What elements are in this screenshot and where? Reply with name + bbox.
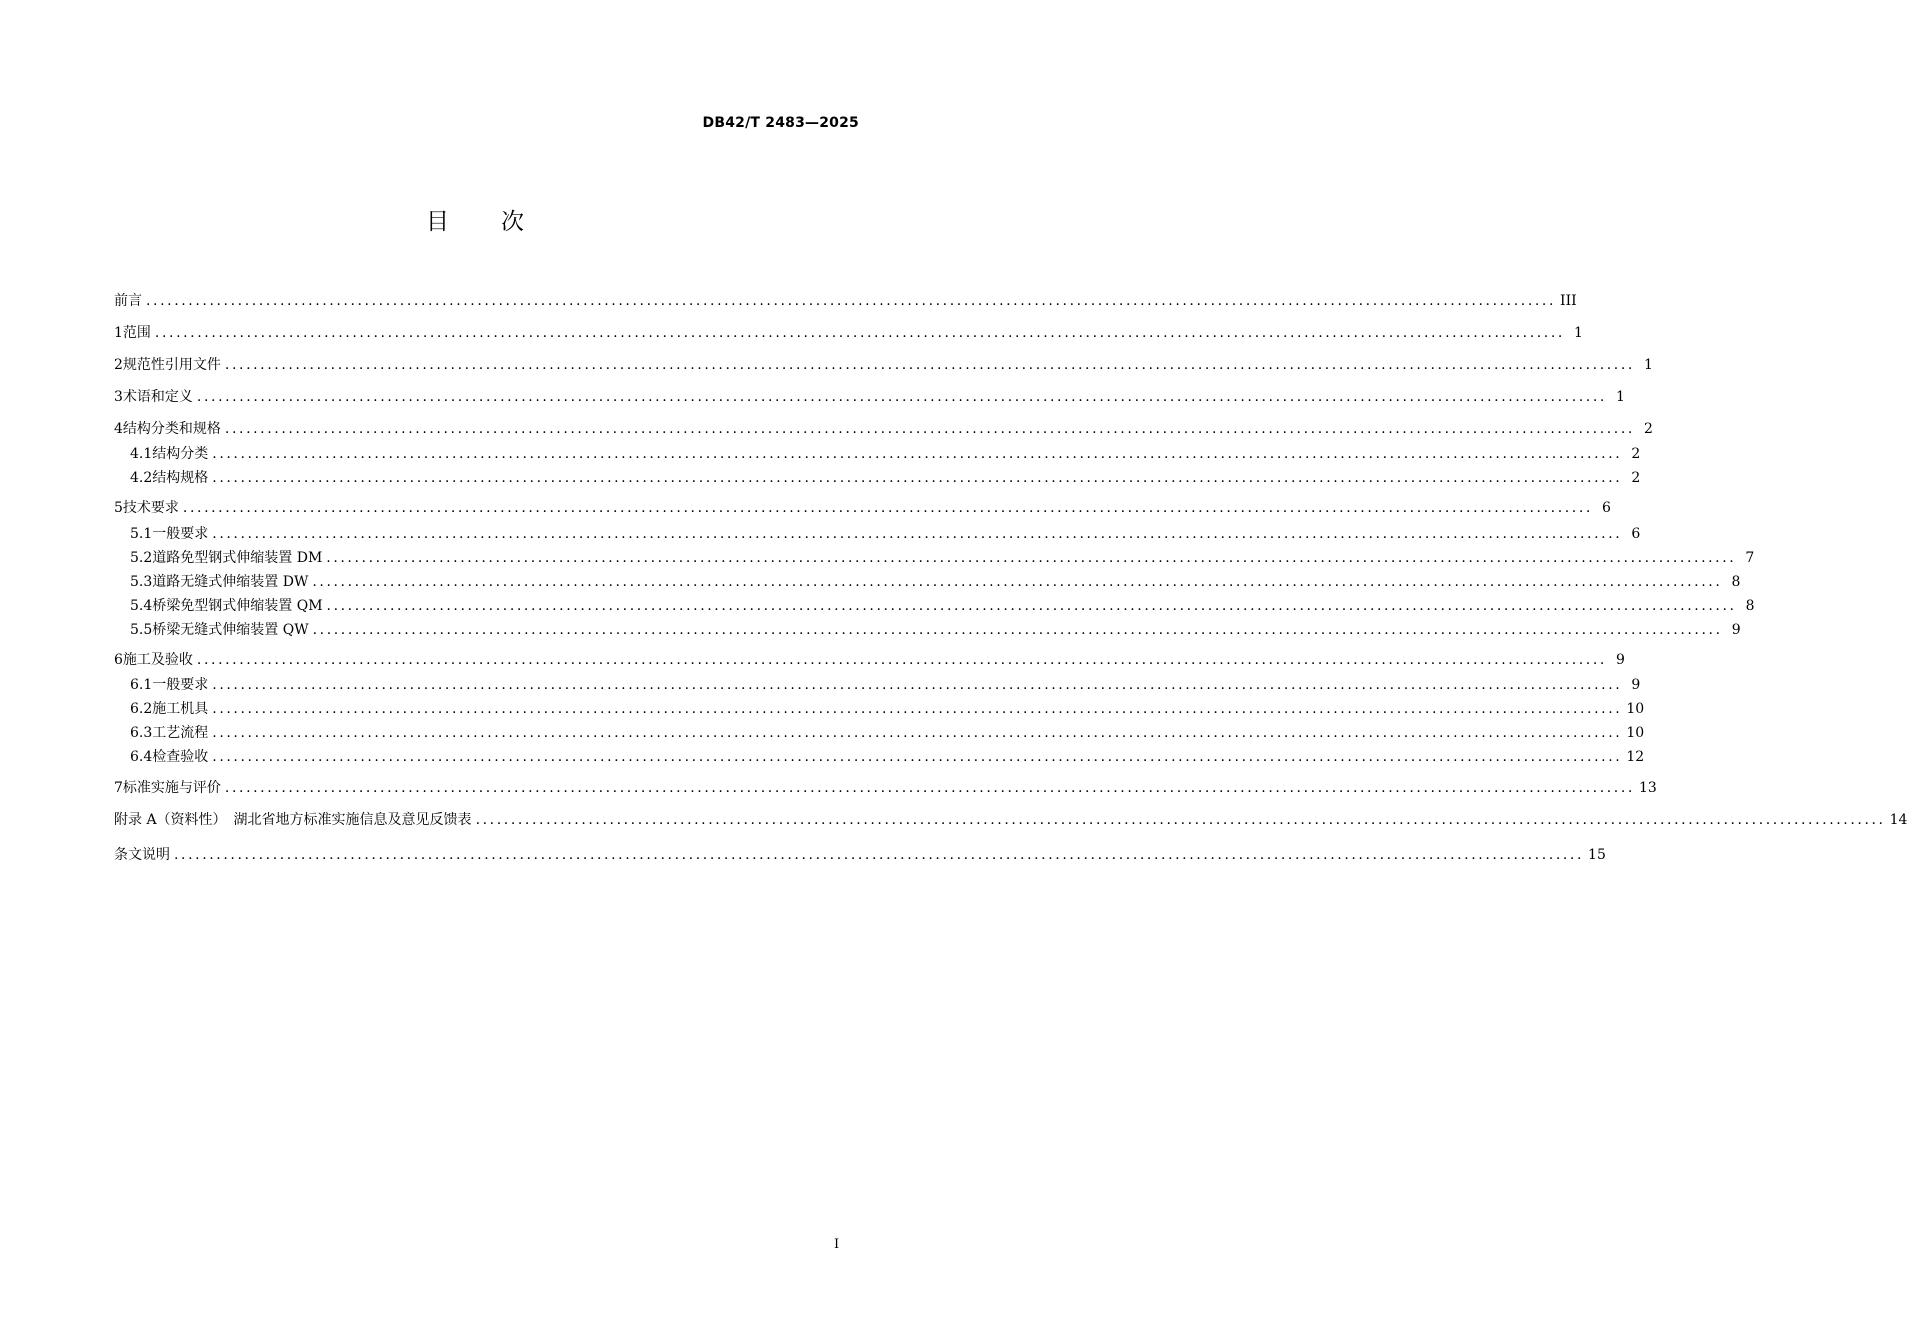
toc-entry-page: 14: [1889, 812, 1907, 828]
toc-entry[interactable]: [114, 807, 1907, 829]
toc-leader-dots: ........................................................................................................................................................................................................: [196, 652, 1607, 668]
toc-entry-label: 一般要求: [152, 677, 209, 693]
toc-entry-number: 6.3: [130, 725, 153, 741]
toc-entry-page: 13: [1638, 780, 1657, 796]
toc-entry-number: 6.4: [130, 749, 153, 765]
toc-entry[interactable]: [114, 352, 1653, 374]
toc-entry-page: 2: [1631, 470, 1641, 486]
toc-entry[interactable]: [130, 441, 1641, 463]
toc-leader-dots: ........................................................................................................................................................................................................: [212, 725, 1623, 741]
toc-leader-dots: ........................................................................................................................................................................................................: [475, 812, 1886, 828]
toc-leader-dots: ........................................................................................................................................................................................................: [212, 470, 1623, 486]
toc-entry-label: 结构分类: [152, 446, 209, 462]
toc-entry[interactable]: [114, 288, 1577, 310]
toc-entry-number: 1: [114, 325, 123, 341]
toc-entry-page: 10: [1626, 701, 1645, 717]
toc-entry-label: 施工及验收: [122, 652, 193, 668]
toc-entry-page: 9: [1631, 677, 1641, 693]
toc-leader-dots: ........................................................................................................................................................................................................: [312, 574, 1723, 590]
toc-entry-page: 6: [1631, 526, 1641, 542]
toc-entry-number: 2: [114, 357, 123, 373]
toc-leader-dots: ........................................................................................................................................................................................................: [212, 526, 1623, 542]
toc-entry-number: 5.5: [130, 622, 153, 638]
toc-entry-label: 技术要求: [122, 500, 179, 516]
toc-entry-page: 9: [1616, 652, 1625, 668]
title-char-2: 次: [501, 209, 524, 235]
toc-entry-page: 8: [1731, 574, 1741, 590]
toc-leader-dots: ........................................................................................................................................................................................................: [224, 357, 1635, 373]
toc-entry-page: 2: [1631, 446, 1641, 462]
toc-entry-number: 5: [114, 500, 123, 516]
toc-entry-page: 2: [1644, 421, 1653, 437]
toc-entry[interactable]: [114, 842, 1606, 864]
toc-entry-number: 6.1: [130, 677, 153, 693]
toc-entry-page: 1: [1644, 357, 1653, 373]
page-title: [0, 203, 950, 236]
toc-leader-dots: ........................................................................................................................................................................................................: [224, 421, 1635, 437]
toc-entry-label: 范围: [122, 325, 151, 341]
toc-entry-label: 术语和定义: [122, 389, 193, 405]
toc-entry-number: 7: [114, 780, 123, 796]
toc-entry[interactable]: [130, 593, 1755, 615]
toc-leader-dots: ........................................................................................................................................................................................................: [212, 749, 1623, 765]
toc-entry-label: 桥梁无缝式伸缩装置 QW: [152, 622, 309, 638]
toc-entry[interactable]: [130, 521, 1641, 543]
toc-entry-page: 15: [1588, 847, 1606, 863]
toc-leader-dots: ........................................................................................................................................................................................................: [196, 389, 1607, 405]
toc-leader-dots: ........................................................................................................................................................................................................: [174, 847, 1585, 863]
toc-leader-dots: ........................................................................................................................................................................................................: [326, 550, 1737, 566]
toc-leader-dots: ........................................................................................................................................................................................................: [224, 780, 1635, 796]
toc-entry-label: 附录 A（资料性） 湖北省地方标准实施信息及意见反馈表: [114, 812, 472, 828]
toc-entry-label: 前言: [114, 293, 142, 309]
toc-entry-number: 4.1: [130, 446, 153, 462]
toc-entry-label: 结构分类和规格: [122, 421, 221, 437]
toc-entry-page: 1: [1574, 325, 1583, 341]
toc-entry-number: 5.4: [130, 598, 153, 614]
toc-leader-dots: ........................................................................................................................................................................................................: [154, 325, 1565, 341]
toc-entry[interactable]: [114, 775, 1657, 797]
toc-entry-page: III: [1560, 293, 1577, 309]
toc-entry[interactable]: [130, 569, 1741, 591]
toc-entry-label: 检查验收: [152, 749, 209, 765]
toc-leader-dots: ........................................................................................................................................................................................................: [326, 598, 1737, 614]
standard-code: DB42/T 2483—2025: [702, 115, 859, 131]
toc-entry[interactable]: [130, 672, 1641, 694]
toc-entry[interactable]: [114, 495, 1611, 517]
toc-leader-dots: ........................................................................................................................................................................................................: [146, 293, 1557, 309]
footer-page-number: I: [834, 1237, 840, 1252]
toc-entry-number: 4: [114, 421, 123, 437]
toc-entry[interactable]: [130, 545, 1755, 567]
toc-entry-label: 一般要求: [152, 526, 209, 542]
toc-entry-label: 条文说明: [114, 847, 170, 863]
toc-entry[interactable]: [114, 416, 1653, 438]
toc-entry[interactable]: [130, 744, 1645, 766]
toc-entry[interactable]: [114, 647, 1625, 669]
toc-entry-label: 工艺流程: [152, 725, 209, 741]
toc-entry-page: 7: [1745, 550, 1755, 566]
toc-entry-label: 道路免型钢式伸缩装置 DM: [152, 550, 323, 566]
toc-entry[interactable]: [130, 696, 1645, 718]
toc-entry-page: 6: [1602, 500, 1611, 516]
toc-leader-dots: ........................................................................................................................................................................................................: [212, 446, 1623, 462]
toc-entry-page: 10: [1626, 725, 1645, 741]
toc-entry-page: 1: [1616, 389, 1625, 405]
toc-entry-label: 道路无缝式伸缩装置 DW: [152, 574, 309, 590]
toc-entry-number: 5.2: [130, 550, 153, 566]
toc-entry-number: 5.1: [130, 526, 153, 542]
toc-entry-number: 4.2: [130, 470, 153, 486]
toc-leader-dots: ........................................................................................................................................................................................................: [212, 701, 1623, 717]
title-char-1: 目: [426, 209, 449, 235]
toc-entry-number: 3: [114, 389, 123, 405]
toc-entry-label: 施工机具: [152, 701, 209, 717]
toc-entry[interactable]: [130, 720, 1645, 742]
toc-entry-page: 9: [1731, 622, 1741, 638]
toc-entry-label: 结构规格: [152, 470, 209, 486]
toc-entry-number: 6: [114, 652, 123, 668]
toc-entry-number: 5.3: [130, 574, 153, 590]
toc-entry[interactable]: [130, 617, 1741, 639]
toc-entry[interactable]: [114, 320, 1583, 342]
toc-leader-dots: ........................................................................................................................................................................................................: [212, 677, 1623, 693]
toc-entry[interactable]: [114, 384, 1625, 406]
toc-entry-label: 规范性引用文件: [122, 357, 221, 373]
toc-entry[interactable]: [130, 465, 1641, 487]
toc-entry-number: 6.2: [130, 701, 153, 717]
toc-leader-dots: ........................................................................................................................................................................................................: [182, 500, 1593, 516]
toc-entry-label: 标准实施与评价: [122, 780, 221, 796]
toc-entry-page: 8: [1745, 598, 1755, 614]
toc-entry-page: 12: [1626, 749, 1645, 765]
toc-leader-dots: ........................................................................................................................................................................................................: [312, 622, 1723, 638]
toc-entry-label: 桥梁免型钢式伸缩装置 QM: [152, 598, 323, 614]
